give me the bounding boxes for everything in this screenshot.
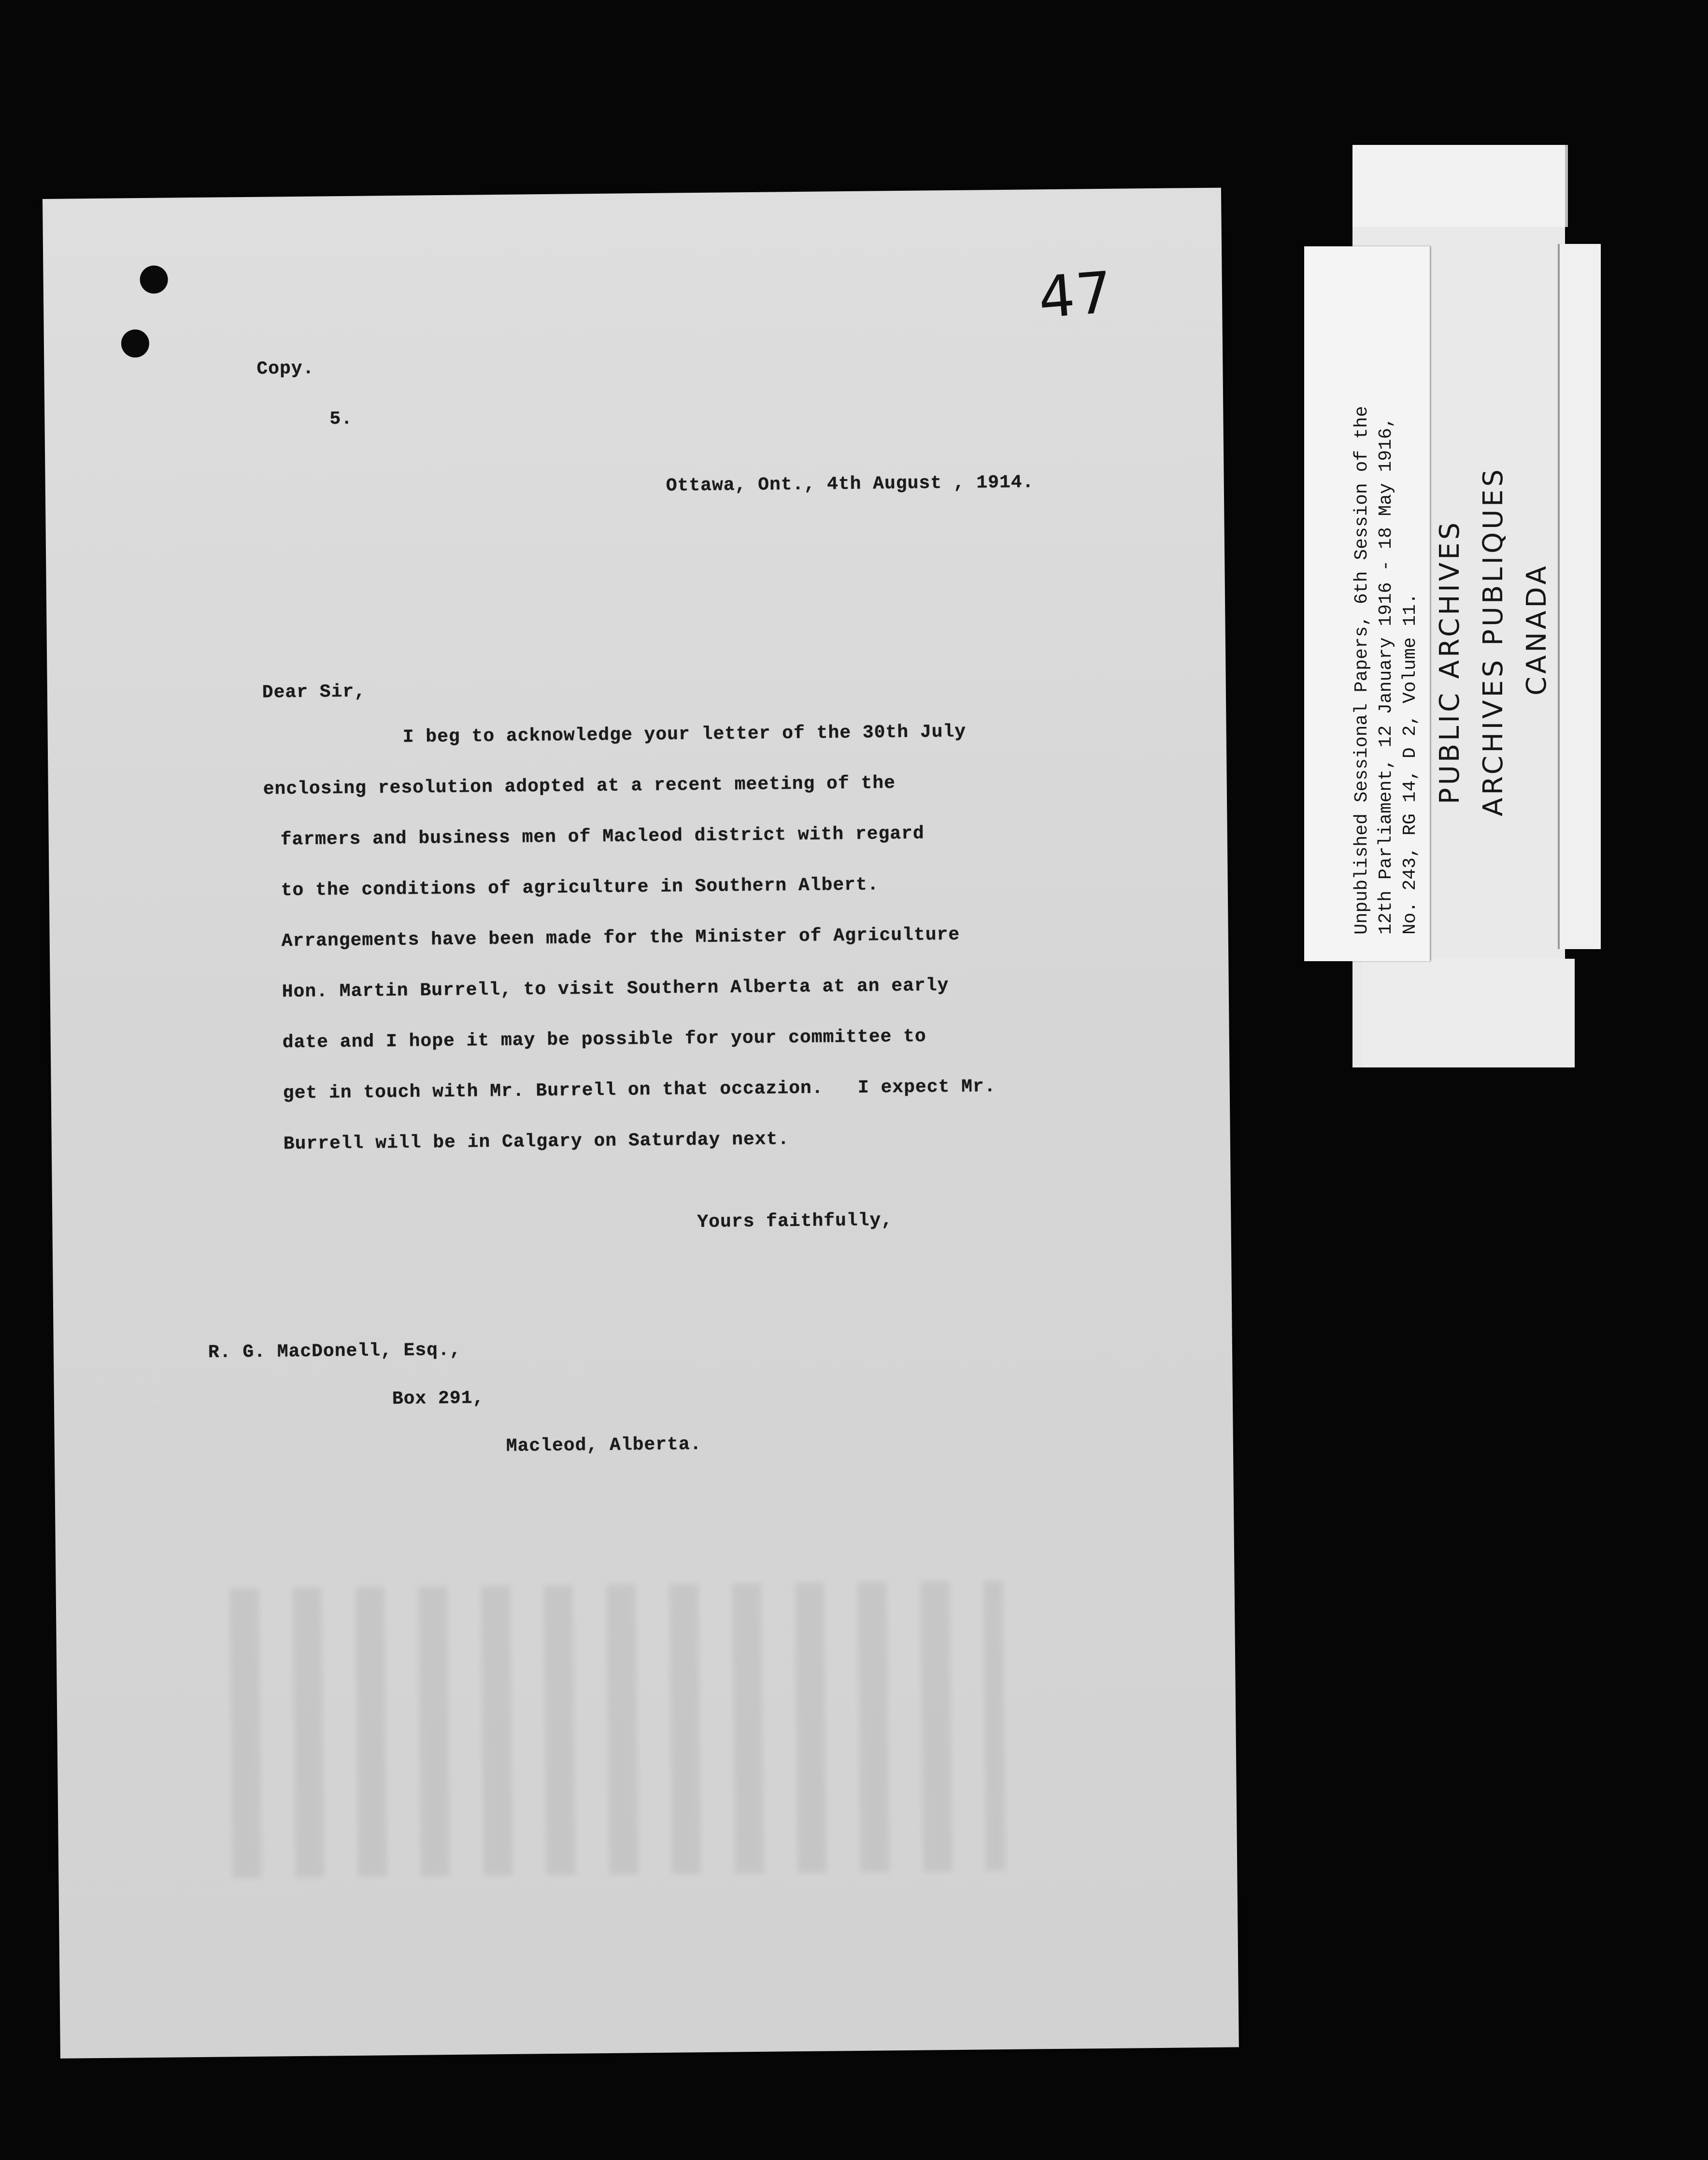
letter-sheet: [43, 188, 1239, 2059]
body-line: get in touch with Mr. Burrell on that occazion. I expect Mr.: [283, 1076, 996, 1104]
sessional-line: No. 243, RG 14, D 2, Volume 11.: [1400, 593, 1421, 935]
punch-hole: [121, 329, 150, 358]
archive-label-tab: [1352, 145, 1568, 227]
archive-stamp-line: ARCHIVES PUBLIQUES: [1478, 466, 1509, 816]
body-line: Burrell will be in Calgary on Saturday next.: [283, 1129, 790, 1155]
recipient-place: Macleod, Alberta.: [506, 1434, 702, 1457]
copy-mark: Copy.: [256, 358, 314, 380]
body-line: Hon. Martin Burrell, to visit Southern Alberta at an early: [282, 975, 949, 1003]
recipient-name: R. G. MacDonell, Esq.,: [208, 1339, 461, 1363]
archive-stamp-line: CANADA: [1521, 563, 1552, 696]
sessional-line: 12th Parliament, 12 January 1916 - 18 May 1916,: [1376, 417, 1396, 935]
body-line: to the conditions of agriculture in Southern Albert.: [281, 874, 879, 901]
recipient-box: Box 291,: [392, 1388, 484, 1410]
closing: Yours faithfully,: [697, 1210, 893, 1233]
body-line: date and I hope it may be possible for your committee to: [282, 1026, 926, 1053]
faded-bleedthrough: [230, 1581, 1006, 1878]
punch-hole: [140, 266, 168, 294]
body-line: Arrangements have been made for the Minister of Agriculture: [281, 924, 960, 952]
archive-stamp-line: PUBLIC ARCHIVES: [1434, 519, 1466, 804]
folio-number: 47: [1036, 258, 1116, 331]
dateline: Ottawa, Ont., 4th August , 1914.: [666, 472, 1034, 497]
document-number: 5.: [329, 408, 353, 430]
archive-label-edge: [1558, 244, 1601, 949]
sessional-line: Unpublished Sessional Papers, 6th Session of the: [1352, 406, 1372, 935]
archive-label-bottom: [1362, 959, 1575, 1067]
body-line: I beg to acknowledge your letter of the 30th July: [402, 721, 967, 748]
body-line: enclosing resolution adopted at a recent meeting of the: [263, 773, 896, 800]
salutation: Dear Sir,: [262, 681, 366, 703]
body-line: farmers and business men of Macleod district with regard: [280, 823, 925, 851]
